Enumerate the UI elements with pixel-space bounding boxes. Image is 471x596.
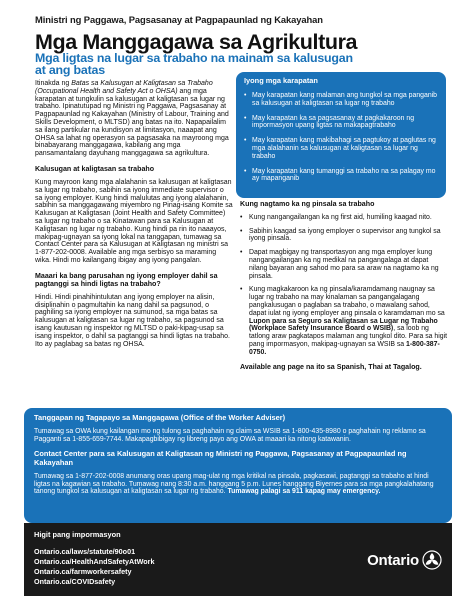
owa-title: Tanggapan ng Tagapayo sa Manggagawa (Office of the Worker Adviser): [34, 413, 286, 422]
injury-item: • Sabihin kaagad sa iyong employer o supervisor ang tungkol sa iyong pinsala.: [240, 228, 448, 244]
ontario-logo: [367, 550, 442, 570]
footer-link[interactable]: Ontario.ca/laws/statute/90o01: [34, 547, 136, 556]
owa-text: Tumawag sa OWA kung kailangan mo ng tulong sa paghahain ng claim sa WSIB sa 1-800-435-8980 o paghahain ng reklamo sa Pagganti sa 1-855-659-7744. Makapagbibigay ng libreng payo ang OWA at maaari ka nitong katawanin.: [34, 428, 426, 443]
footer-link[interactable]: Ontario.ca/HealthAndSafetyAtWork: [34, 557, 155, 566]
punish-paragraph: Hindi. Hindi pinahihintulutan ang iyong employer na alisin, disiplinahin o pagmultahin ka nang dahil sa pagsunod, o paghiling sa iyong employer na sumunod, sa mga batas sa kalusugan at kaligtasan sa lugar ng trabaho, sa pagsunod sa isang kautusan ng inspektor ng MLTSD o paki-kipag-usap sa isang inspektor, o dahil sa pagtanggi sa hindi ligtas na trabaho. Ito ay paglabag sa batas ng OHSA.: [35, 293, 230, 348]
rights-item: • May karapatan ka sa pagsasanay at pagkakaroon ng impormasyon upang ligtas na makapagtrabaho: [244, 115, 440, 131]
safety-heading: Kalusugan at kaligtasan sa trabaho: [35, 164, 155, 173]
rights-item: • May karapatan kang makibahagi sa pagtukoy at paglutas ng mga alalahanin sa kalusugan at kaligtasan sa lugar ng trabaho: [244, 137, 440, 160]
act-name: Batas sa Kalusugan at Kaligtasan sa Trabaho (Occupational Health and Safety Act o OHSA): [35, 80, 213, 95]
footer-link[interactable]: Ontario.ca/farmworkersafety: [34, 567, 132, 576]
injury-heading: Kung nagtamo ka ng pinsala sa trabaho: [240, 200, 375, 208]
safety-paragraph: Kung mayroon kang mga alalahanin sa kalusugan at kaligtasan sa lugar ng trabaho, sabihin sa iyong immediate supervisor o sa iyong employer. Kung hindi malulutas ang iyong alalahanin, sabihin sa manggagawang miyembro ng Pinag-isang Komite sa Kalusugan at Kaligtasan (Joint Health and Safety Committee) sa lugar ng trabaho o sa Kinatawan para sa Kalusugan at Kaligtasan ng lugar ng trabaho. Kung hindi pa rin ito naaayos, makipag-ugnayan sa iyong lokal na tanggapan, tumawag sa Contact Center para sa Kalusugan at Kaligtasan ng ministri sa 1-877-202-0008. Available ang mga serbisyo sa maraming wika. Hindi mo kailangang ibigay ang iyong pangalan.: [35, 178, 233, 264]
right-column: [240, 201, 448, 371]
rights-title: Iyong mga karapatan: [244, 76, 318, 85]
footer-links: [34, 547, 154, 587]
injury-item: • Kung magkakaroon ka ng pinsala/karamdamang naugnay sa lugar ng trabaho na may kinalaman sa pangangalagang pangkalusugan o paglaban sa trabaho, o mawalang sahod, dapat iulat ng iyong employer ang pinsala o karamdaman mo sa Lupon para sa Seguro sa Kaligtasan sa Lugar ng Trabaho (Workplace Safety Insurance Board o WSIB), sa loob ng tatlong araw pagkatapos malaman ang tungkol dito. Para sa higit pang impormasyon, makipag-ugnayan sa WSIB sa 1-800-387-0750.: [240, 286, 448, 356]
contact-center-title: Contact Center para sa Kalusugan at Kaligtasan ng Ministri ng Paggawa, Pagsasanay at Pagpapaunlad ng Kakayahan: [34, 449, 407, 468]
wsib-name: Lupon para sa Seguro sa Kaligtasan sa Lugar ng Trabaho (Workplace Safety Insurance Board o WSIB): [249, 317, 438, 333]
rights-item: • May karapatan kang tumanggi sa trabaho na sa palagay mo ay mapanganib: [244, 168, 440, 184]
wsib-phone: 1-800-387-0750.: [249, 340, 440, 356]
footer: [24, 523, 452, 596]
rights-list: [244, 92, 440, 183]
contact-center-text: Tumawag sa 1-877-202-0008 anumang oras upang mag-ulat ng mga kritikal na pinsala, pagkasawi, pagtanggi sa trabaho at hindi ligtas na kagawian sa trabaho. Tumawag nang 8:30 a.m. hanggang 5 p.m. Lunes hanggang Biyernes para sa mga pangkalahatang tanong tungkol sa kalusugan at kaligtasan sa lugar ng trabaho. Tumawag palagi sa 911 kapag may emergency.: [34, 473, 434, 496]
injury-item: • Kung nangangailangan ka ng first aid, humiling kaagad nito.: [240, 214, 448, 222]
page-title: Mga Manggagawa sa Agrikultura: [35, 30, 358, 54]
intro-paragraph: Itinakda ng Batas sa Kalusugan at Kaligtasan sa Trabaho (Occupational Health and Safety Act o OHSA) ang mga karapatan at tungkulin sa kalusugan at kaligtasan sa lugar ng trabaho. Ipinatutupad ng Ministri ng Paggawa, Pagsasanay at Pagpapaunlad ng Kakayahan (Ministry of Labour, Training and Skills Development, o MLTSD) ang batas na ito. Napapailalim sa ilang partikular na kundisyon at limitasyon, naaapat ang OHSA sa lahat ng operasyon sa pagsasaka na mayroong mga binabayarang manggagawa, kabilang ang mga pansamantalang dayuhang manggagawa sa agrikultura.: [35, 80, 229, 158]
injury-list: [240, 214, 448, 357]
footer-link[interactable]: Ontario.ca/COVIDsafety: [34, 577, 116, 586]
trillium-icon: [422, 550, 442, 570]
injury-item: • Dapat magbigay ng transportasyon ang mga employer kung nangangailangan ka ng medikal na pangangalaga at dapat nilang bayaran ang sahod mo para sa araw na nagtamo ka ng pinsala.: [240, 249, 448, 280]
emergency-note: Tumawag palagi sa 911 kapag may emergency.: [227, 488, 381, 496]
footer-title: Higit pang impormasyon: [34, 530, 121, 539]
ontario-wordmark: Ontario: [367, 551, 419, 569]
ministry-name: Ministri ng Paggawa, Pagsasanay at Pagpapaunlad ng Kakayahan: [35, 14, 323, 25]
rights-box: [236, 72, 446, 198]
language-availability: Available ang page na ito sa Spanish, Thai at Tagalog.: [240, 362, 422, 371]
contact-box: [24, 408, 452, 523]
left-column: [35, 80, 233, 355]
punish-heading: Maaari ka bang parusahan ng iyong employer dahil sa pagtanggi sa hindi ligtas na trabaho?: [35, 271, 218, 288]
page-subtitle: Mga ligtas na lugar sa trabaho na mainam sa kalusugan at ang batas: [35, 51, 353, 77]
rights-item: • May karapatan kang malaman ang tungkol sa mga panganib sa kalusugan at kaligtasan sa lugar ng trabaho: [244, 92, 440, 108]
